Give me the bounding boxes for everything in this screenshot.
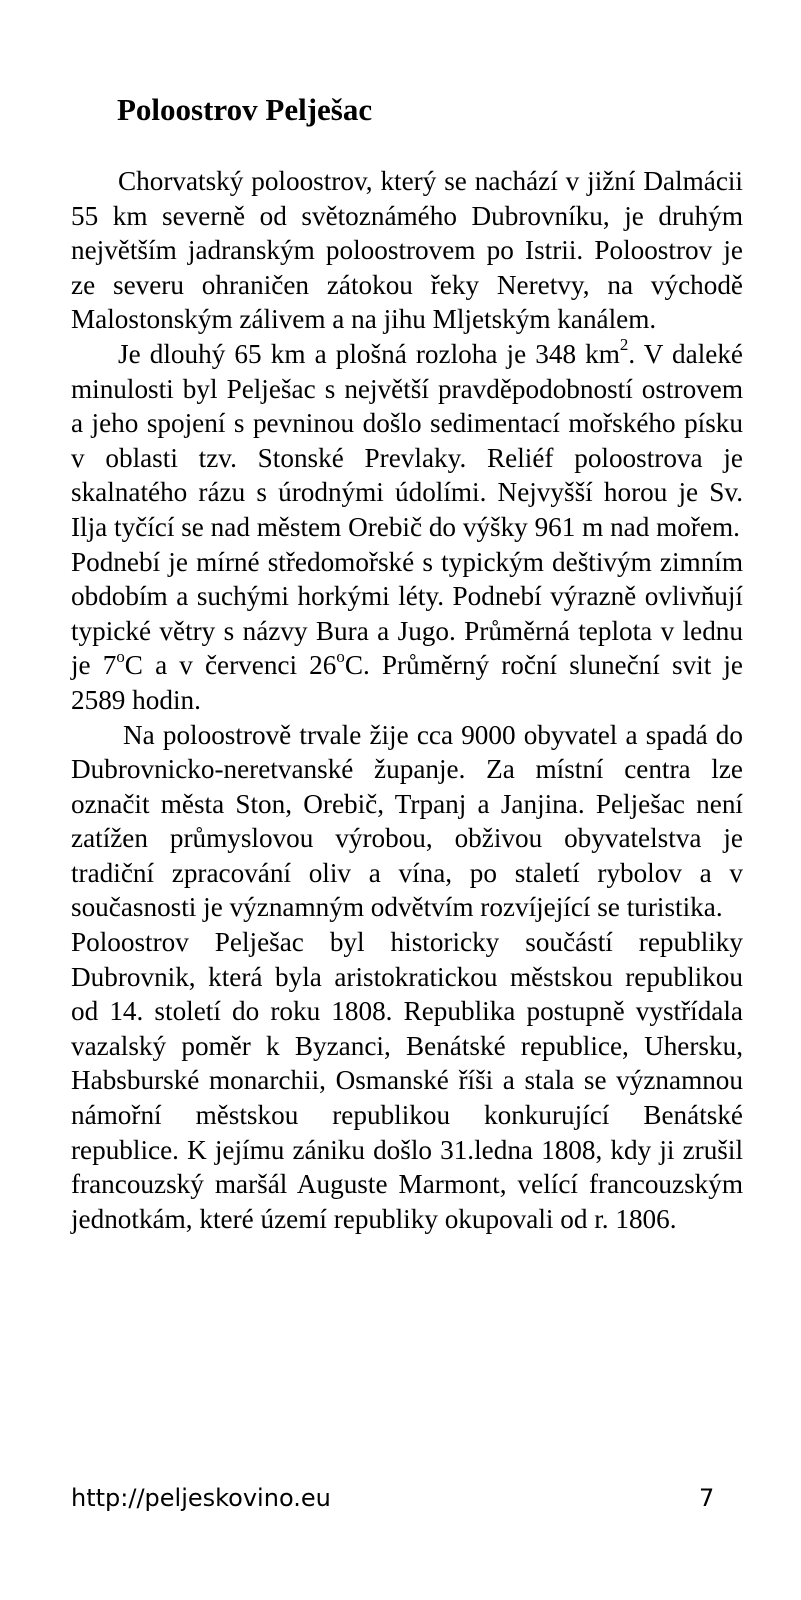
paragraph-population: Na poloostrově trvale žije cca 9000 obyvatel a spadá do Dubrovnicko-neretvanské županje. Za místní centra lze označit města Ston, Orebič, Trpanj a Janjina. Pelješac není zatížen průmyslovou výrobou, obživou obyvatelstva je tradiční zpracování oliv a vína, po staletí rybolov a v současnosti je významným odvětvím rozvíjející se turistika. xyxy=(71,719,743,923)
paragraph-climate-text-start: Podnebí je mírné středomořské s typickým deštivým zimním obdobím a suchými horkými léty. Podnebí výrazně ovlivňují typické větry s názvy Bura a Jugo. Průměrná teplota v lednu je 7 xyxy=(71,546,743,681)
paragraph-intro: Chorvatský poloostrov, který se nachází v jižní Dalmácii 55 km severně od světoznámého Dubrovníku, je druhým největším jadranským poloostrovem po Istrii. Poloostrov je ze severu ohraničen zátokou řeky Neretvy, na východě Malostonským zálivem a na jihu Mljetským kanálem. xyxy=(71,166,743,335)
superscript-degree-january: o xyxy=(116,646,125,666)
superscript-squared: 2 xyxy=(619,335,629,355)
footer-url: http://peljeskovino.eu xyxy=(71,1484,331,1512)
paragraph-geography-text-end: . V daleké minulosti byl Pelješac s největší pravděpodobností ostrovem a jeho spojení s pevninou došlo sedimentací mořského písku v oblasti tzv. Stonské Prevlaky. Reliéf poloostrova je skalnatého rázu s úrodnými údolími. Nejvyšší horou je Sv. Ilja tyčící se nad městem Orebič do výšky 961 m nad mořem. xyxy=(71,338,743,542)
paragraph-climate-text-end: C. Průměrný roční sluneční svit je 2589 hodin. xyxy=(71,650,743,715)
paragraph-history: Poloostrov Pelješac byl historicky součástí republiky Dubrovnik, která byla aristokratickou městskou republikou od 14. století do roku 1808. Republika postupně vystřídala vazalský poměr k Byzanci, Benátské republice, Uhersku, Habsburské monarchii, Osmanské říši a stala se významnou námořní městskou republikou konkurující Benátské republice. K jejímu zániku došlo 31.ledna 1808, kdy ji zrušil francouzský maršál Auguste Marmont, velící francouzským jednotkám, které území republiky okupovali od r. 1806. xyxy=(71,927,743,1234)
superscript-degree-july: o xyxy=(336,646,345,666)
paragraph-climate-text-middle: C a v červenci 26 xyxy=(124,650,337,681)
page-title: Poloostrov Pelješac xyxy=(117,92,373,127)
document-body xyxy=(71,164,743,1236)
paragraph-geography xyxy=(71,337,743,545)
page-number: 7 xyxy=(699,1484,715,1512)
paragraph-geography-text-start: Je dlouhý 65 km a plošná rozloha je 348 km xyxy=(118,338,620,369)
paragraph-climate xyxy=(71,545,743,718)
